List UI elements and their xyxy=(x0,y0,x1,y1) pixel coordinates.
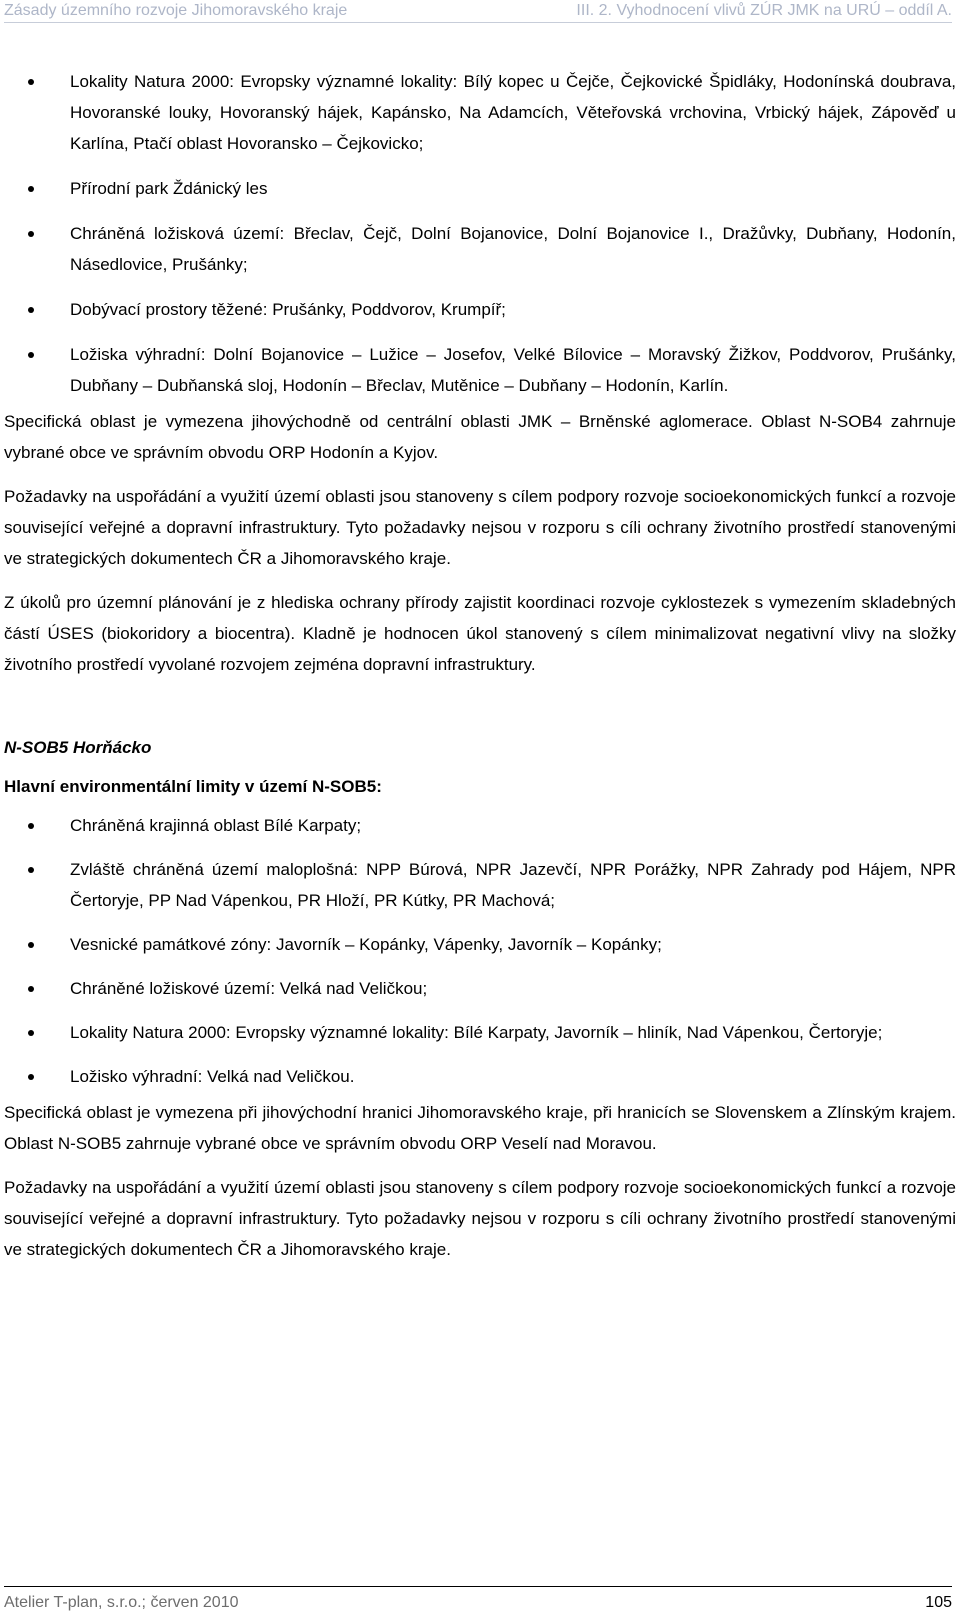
list-item-text: Lokality Natura 2000: Evropsky významné lokality: Bílý kopec u Čejče, Čejkovické Špidláky, Hodonínská doubrava, Hovoranské louky, Hovoranský hájek, Kapánsko, Na Adamcích, Věteřovská vrchovina, Vrbický hájek, Zápověď u Karlína, Ptačí oblast Hovoransko – Čejkovicko; xyxy=(70,72,956,153)
page-footer xyxy=(4,1586,952,1616)
bullet-icon xyxy=(28,986,34,992)
list-item-text: Chráněné ložiskové území: Velká nad Veličkou; xyxy=(70,979,428,998)
bullet-icon xyxy=(28,1074,34,1080)
list-item-text: Přírodní park Ždánický les xyxy=(70,179,268,198)
list-item-text: Ložiska výhradní: Dolní Bojanovice – Lužice – Josefov, Velké Bílovice – Moravský Žižkov, Poddvorov, Prušánky, Dubňany – Dubňanská sloj, Hodonín – Břeclav, Mutěnice – Dubňany – Hodonín, Karlín. xyxy=(70,345,956,395)
n-sob4-limits-list xyxy=(4,66,956,401)
section-subheading: Hlavní environmentální limity v území N-SOB5: xyxy=(4,777,382,796)
document-body xyxy=(4,66,956,1278)
bullet-icon xyxy=(28,867,34,873)
list-item-text: Lokality Natura 2000: Evropsky významné lokality: Bílé Karpaty, Javorník – hliník, Nad Vápenkou, Čertoryje; xyxy=(70,1023,883,1042)
list-item xyxy=(4,929,956,960)
list-item-text: Chráněná krajinná oblast Bílé Karpaty; xyxy=(70,816,362,835)
n-sob5-limits-list xyxy=(4,810,956,1092)
list-item xyxy=(4,294,956,325)
paragraph: Požadavky na uspořádání a využití území oblasti jsou stanoveny s cílem podpory rozvoje socioekonomických funkcí a rozvoje související veřejné a dopravní infrastruktury. Tyto požadavky nejsou v rozporu s cíli ochrany životního prostředí stanovenými ve strategických dokumentech ČR a Jihomoravského kraje. xyxy=(4,1178,956,1259)
list-item xyxy=(4,854,956,916)
list-item xyxy=(4,66,956,159)
list-item xyxy=(4,810,956,841)
bullet-icon xyxy=(28,823,34,829)
list-item-text: Vesnické památkové zóny: Javorník – Kopánky, Vápenky, Javorník – Kopánky; xyxy=(70,935,662,954)
bullet-icon xyxy=(28,186,34,192)
bullet-icon xyxy=(28,942,34,948)
footer-author: Atelier T-plan, s.r.o.; červen 2010 xyxy=(4,1594,239,1611)
list-item xyxy=(4,218,956,280)
header-divider xyxy=(4,22,952,23)
list-item xyxy=(4,1017,956,1048)
list-item-text: Ložisko výhradní: Velká nad Veličkou. xyxy=(70,1067,355,1086)
bullet-icon xyxy=(28,231,34,237)
list-item xyxy=(4,339,956,401)
list-item-text: Chráněná ložisková území: Břeclav, Čejč, Dolní Bojanovice, Dolní Bojanovice I., Dražůvky, Dubňany, Hodonín, Násedlovice, Prušánky; xyxy=(70,224,956,274)
paragraph: Specifická oblast je vymezena jihovýchodně od centrální oblasti JMK – Brněnské aglomerace. Oblast N-SOB4 zahrnuje vybrané obce ve správním obvodu ORP Hodonín a Kyjov. xyxy=(4,412,956,462)
list-item-text: Zvláště chráněná území maloplošná: NPP Búrová, NPR Jazevčí, NPR Porážky, NPR Zahrady pod Hájem, NPR Čertoryje, PP Nad Vápenkou, PR Hloží, PR Kútky, PR Machová; xyxy=(70,860,956,910)
page-number: 105 xyxy=(925,1594,952,1611)
header-section-title: III. 2. Vyhodnocení vlivů ZÚR JMK na URÚ – oddíl A. xyxy=(576,2,952,19)
footer-divider xyxy=(4,1586,952,1587)
list-item xyxy=(4,173,956,204)
list-item-text: Dobývací prostory těžené: Prušánky, Poddvorov, Krumpíř; xyxy=(70,300,506,319)
paragraph: Z úkolů pro územní plánování je z hlediska ochrany přírody zajistit koordinaci rozvoje cyklostezek s vymezením skladebných částí ÚSES (biokoridory a biocentra). Kladně je hodnocen úkol stanovený s cílem minimalizovat negativní vlivy na složky životního prostředí vyvolané rozvojem zejména dopravní infrastruktury. xyxy=(4,593,956,674)
section-heading: N-SOB5 Horňácko xyxy=(4,738,152,757)
page-header xyxy=(0,0,960,22)
list-item xyxy=(4,973,956,1004)
bullet-icon xyxy=(28,352,34,358)
paragraph: Specifická oblast je vymezena při jihovýchodní hranici Jihomoravského kraje, při hranicích se Slovenskem a Zlínským krajem. Oblast N-SOB5 zahrnuje vybrané obce ve správním obvodu ORP Veselí nad Moravou. xyxy=(4,1103,956,1153)
paragraph: Požadavky na uspořádání a využití území oblasti jsou stanoveny s cílem podpory rozvoje socioekonomických funkcí a rozvoje související veřejné a dopravní infrastruktury. Tyto požadavky nejsou v rozporu s cíli ochrany životního prostředí stanovenými ve strategických dokumentech ČR a Jihomoravského kraje. xyxy=(4,487,956,568)
bullet-icon xyxy=(28,307,34,313)
list-item xyxy=(4,1061,956,1092)
bullet-icon xyxy=(28,1030,34,1036)
header-document-title: Zásady územního rozvoje Jihomoravského kraje xyxy=(4,2,348,19)
bullet-icon xyxy=(28,79,34,85)
